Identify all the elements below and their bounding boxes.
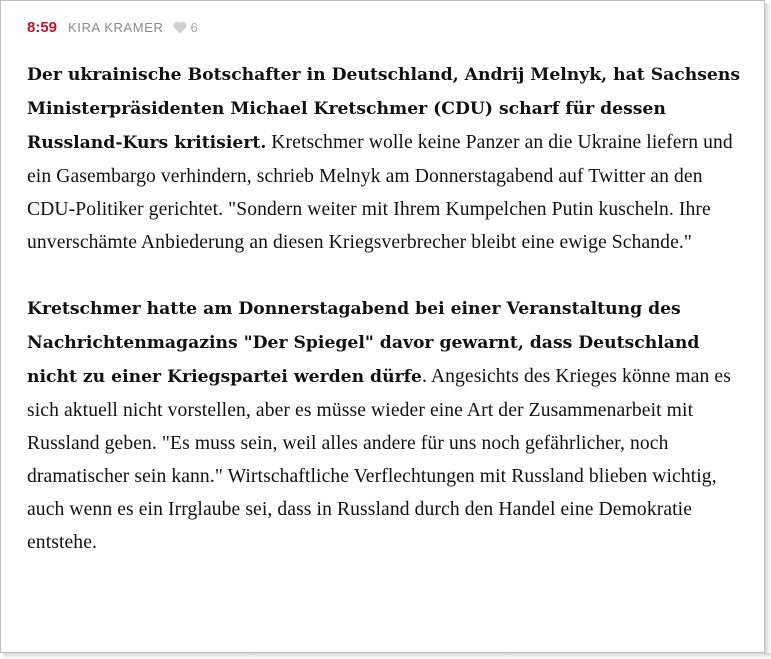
article-body [27,58,747,559]
paragraph-2-lead: Kretschmer hatte am Donnerstagabend bei einer Veranstaltung des Nachrichtenmagazins "Der Spiegel" davor gewarnt, dass Deutschland nicht zu einer Kriegspartei werden dürfe [27,299,700,387]
card-shadow-bottom [3,653,771,659]
post-time: 8:59 [27,18,58,36]
heart-icon[interactable] [173,21,187,34]
paragraph-1-lead: Der ukrainische Botschafter in Deutschland, Andrij Melnyk, hat Sachsens Ministerpräsidenten Michael Kretschmer (CDU) scharf für dessen Russland-Kurs kritisiert. [27,65,741,153]
paragraph-2-body: . Angesichts des Krieges könne man es sich aktuell nicht vorstellen, aber es müsse wieder eine Art der Zusammenarbeit mit Russland geben. "Es muss sein, weil alles andere für uns noch gefährlicher, noch dramatischer sein kann." Wirtschaftliche Verflechtungen mit Russland blieben wichtig, auch wenn es ein Irrglaube sei, dass in Russland durch den Handel eine Demokratie entstehe. [27,366,731,553]
post-author[interactable]: KIRA KRAMER [68,19,164,35]
paragraph-2 [27,292,747,559]
post-meta [27,15,198,39]
paragraph-1 [27,58,747,259]
like-count: 6 [190,19,198,35]
card-shadow-right [765,3,771,659]
paragraph-1-body: Kretschmer wolle keine Panzer an die Ukraine liefern und ein Gasembargo verhindern, schrieb Melnyk am Donnerstagabend auf Twitter an den CDU-Politiker gerichtet. "Sondern weiter mit Ihrem Kumpelchen Putin kuscheln. Ihre unverschämte Anbiederung an diesen Kriegsverbrecher bleibt eine ewige Schande." [27,132,733,253]
